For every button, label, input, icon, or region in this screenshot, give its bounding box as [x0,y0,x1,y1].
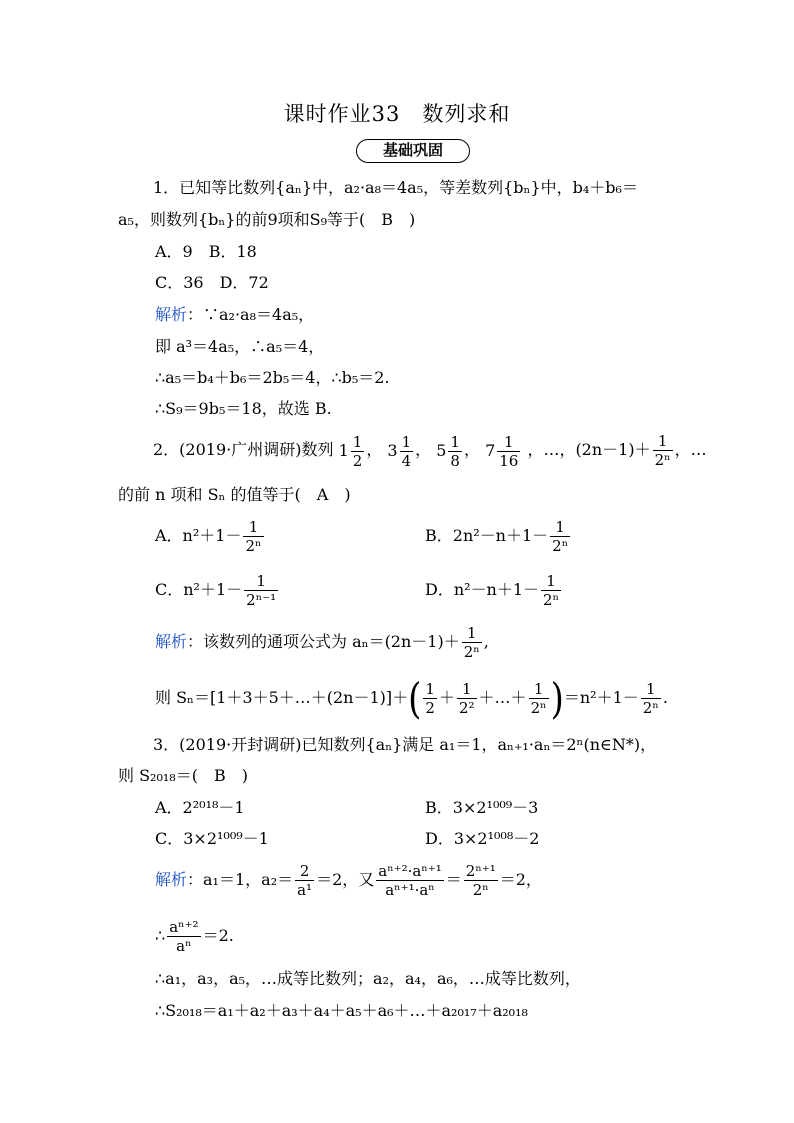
q3-stem-line2: 则 S₂₀₁₈＝( B ) [118,766,248,785]
q2-option-c: C．n²＋1－ $\frac{1}{\text{2ⁿ⁻¹}}$ [155,572,277,609]
q2-stem-line2: 的前 n 项和 Sₙ 的值等于( A ) [118,485,351,504]
q3-solution-line4: ∴S₂₀₁₈＝a₁＋a₂＋a₃＋a₄＋a₅＋a₆＋…＋a₂₀₁₇＋a₂₀₁₈ [155,1001,528,1020]
q3-option-c: C．3×2¹⁰⁰⁹－1 [155,829,269,848]
q3-solution-line2: ∴ $\frac{\text{aⁿ⁺²}}{\text{aⁿ}}$ ＝2. [155,918,234,955]
q1-solution-line2: 即 a³＝4a₅，∴a₅＝4， [155,337,325,356]
page-title: 课时作业33 数列求和 [283,102,511,126]
q1-stem-line2: a₅，则数列{bₙ}的前9项和S₉等于( B ) [118,210,416,229]
q3-option-a: A．2²⁰¹⁸－1 [155,798,245,817]
q2-option-b: B．2n²－n＋1－ $\frac{1}{\text{2ⁿ}}$ [425,518,569,555]
q2-term-1: 1 $\frac{1}{2}$ [338,432,363,470]
q2-solution-line2: 则 Sₙ＝[1＋3＋5＋…＋(2n－1)]＋( $\frac{1}{2}$ ＋ $\frac{1}{\text{2²}}$ ＋…＋ $\frac{1}{\text{2ⁿ}}$ )＝n²＋1－ $\frac{1}{\text{2ⁿ}}$ . [155,673,668,724]
q1-solution-line4: ∴S₉＝9b₅＝18，故选 B. [155,399,332,418]
q1-stem-line1: 1．已知等比数列{aₙ}中，a₂·a₈＝4a₅，等差数列{bₙ}中，b₄＋b₆＝ [153,178,638,197]
section-badge: 基础巩固 [356,139,470,163]
q3-option-d: D．3×2¹⁰⁰⁸－2 [425,829,540,848]
q1-options-cd: C．36 D．72 [155,273,269,292]
q1-solution-line3: ∴a₅＝b₄＋b₆＝2b₅＝4，∴b₅＝2. [155,368,390,387]
q3-solution-line3: ∴a₁，a₃，a₅，…成等比数列；a₂，a₄，a₆，…成等比数列， [155,969,581,988]
q3-stem-line1: 3．(2019·开封调研)已知数列{aₙ}满足 a₁＝1，aₙ₊₁·aₙ＝2ⁿ(n∈N*)， [153,735,657,754]
q3-option-b: B．3×2¹⁰⁰⁹－3 [425,798,539,817]
q2-term-2: 3 $\frac{1}{4}$ [387,432,412,470]
analysis-label: 解析 [155,305,188,324]
q1-options-ab: A．9 B．18 [155,242,257,261]
q2-term-4: 7 $\frac{1}{16}$ [485,432,519,470]
q2-option-d: D．n²－n＋1－ $\frac{1}{\text{2ⁿ}}$ [425,572,560,609]
q1-solution-line1: 解析：∵a₂·a₈＝4a₅， [155,305,315,324]
q2-option-a: A．n²＋1－ $\frac{1}{\text{2ⁿ}}$ [155,518,262,555]
q2-tail-fraction: $\frac{1}{\text{2ⁿ}}$ [654,432,671,469]
q2-term-3: 5 $\frac{1}{8}$ [436,432,460,470]
q2-solution-line1: 解析：该数列的通项公式为 aₙ＝(2n－1)＋ $\frac{1}{\text{2ⁿ}}$ , [155,624,489,661]
q3-solution-line1: 解析：a₁＝1，a₂＝ $\frac{2}{\text{a¹}}$ ＝2，又 $\frac{\text{aⁿ⁺²·aⁿ⁺¹}}{\text{aⁿ⁺¹·aⁿ}}$ ＝ $\frac{\text{2ⁿ⁺¹}}{\text{2ⁿ}}$ ＝2， [155,862,542,899]
q2-stem-line1: 2．(2019·广州调研)数列 1 $\frac{1}{2}$ ， 3 $\frac{1}{4}$ ， 5 $\frac{1}{8}$ ， 7 $\frac{1}{16}$ ，…，(2n－1)＋ $\frac{1}{\text{2ⁿ}}$ ，… [153,432,707,470]
